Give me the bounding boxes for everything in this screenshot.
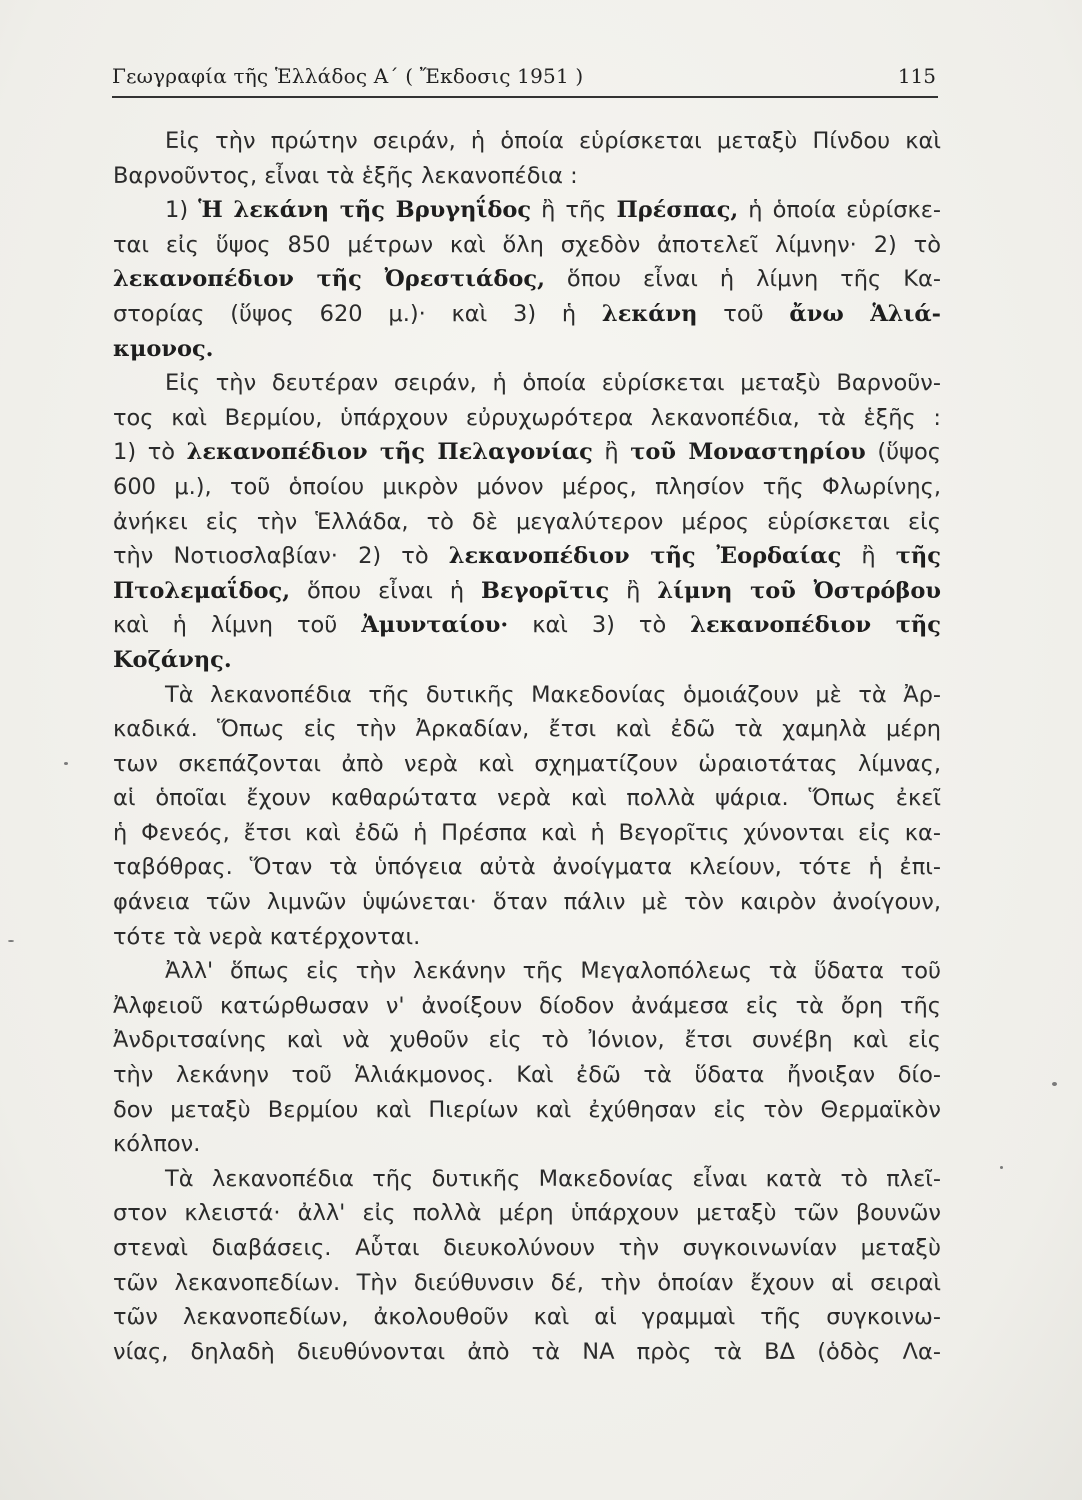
- text-run: καὶ ἡ λίμνη τοῦ: [113, 612, 362, 639]
- page-header: [112, 62, 938, 98]
- text-run: Ἀνδριτσαίνης καὶ νὰ χυθοῦν εἰς τὸ Ἰόνιον, ἔτσι συνέβη καὶ εἰς: [113, 1027, 941, 1054]
- body-text: [113, 124, 941, 1369]
- text-run: ὅπου εἶναι ἡ: [290, 577, 482, 604]
- bold-term: λίμνη τοῦ Ὀστρόβου: [657, 577, 941, 604]
- text-run: (ὕψος: [865, 439, 941, 466]
- text-run: αἱ ὁποῖαι ἔχουν καθαρώτατα νερὰ καὶ πολλὰ ψάρια. Ὅπως ἐκεῖ: [113, 785, 941, 812]
- bold-term: τοῦ Μοναστηρίου: [630, 439, 866, 466]
- text-run: ὅπου εἶναι ἡ λίμνη τῆς Κα-: [544, 266, 941, 293]
- text-run: φάνεια τῶν λιμνῶν ὑψώνεται· ὅταν πάλιν μὲ τὸν καιρὸν ἀνοίγουν,: [113, 889, 941, 916]
- bold-term: Πτολεμαΐδος,: [113, 577, 291, 604]
- text-line: [113, 124, 941, 159]
- text-run: ἢ: [609, 577, 658, 604]
- text-line: [113, 366, 941, 401]
- text-run: ἢ: [592, 439, 631, 466]
- text-run: καδικά. Ὅπως εἰς τὴν Ἀρκαδίαν, ἔτσι καὶ ἐδῶ τὰ χαμηλὰ μέρη: [113, 716, 941, 743]
- text-line: [113, 1023, 941, 1058]
- text-run: ἢ: [841, 543, 896, 570]
- text-run: 1): [165, 197, 199, 224]
- text-line: [113, 712, 941, 747]
- text-line: [113, 920, 941, 955]
- bold-term: Ἀμυνταίου·: [361, 612, 509, 639]
- text-line: [113, 574, 941, 609]
- text-line: [113, 989, 941, 1024]
- text-line: [113, 1266, 941, 1301]
- text-line: [113, 954, 941, 989]
- text-run: 600 μ.), τοῦ ὁποίου μικρὸν μόνον μέρος, πλησίον τῆς Φλωρίνης,: [113, 473, 941, 500]
- text-line: [113, 1058, 941, 1093]
- text-run: ται εἰς ὕψος 850 μέτρων καὶ ὅλη σχεδὸν ἀποτελεῖ λίμνην· 2) τὸ: [113, 231, 941, 258]
- bold-term: Ἡ λεκάνη τῆς Βρυγηΐδος: [198, 197, 532, 224]
- text-line: [113, 885, 941, 920]
- text-run: καὶ 3) τὸ: [508, 612, 691, 639]
- text-line: [113, 608, 941, 643]
- text-run: Βαρνοῦντος, εἶναι τὰ ἑξῆς λεκανοπέδια :: [113, 162, 578, 189]
- text-run: 1) τὸ: [113, 439, 187, 466]
- text-line: [113, 1093, 941, 1128]
- bold-term: λεκανοπέδιον τῆς Πελαγονίας: [186, 439, 593, 466]
- text-run: τότε τὰ νερὰ κατέρχονται.: [113, 923, 421, 950]
- text-run: στον κλειστά· ἀλλ' εἰς πολλὰ μέρη ὑπάρχουν μεταξὺ τῶν βουνῶν: [113, 1200, 941, 1227]
- text-line: [113, 228, 941, 263]
- text-run: τοῦ: [697, 300, 790, 327]
- text-run: στορίας (ὕψος 620 μ.)· καὶ 3) ἡ: [113, 300, 602, 327]
- text-line: [113, 747, 941, 782]
- text-line: [113, 435, 941, 470]
- text-run: ἡ ὁποία εὑρίσκε-: [738, 197, 941, 224]
- text-line: [113, 781, 941, 816]
- text-run: τὴν Νοτιοσλαβίαν· 2) τὸ: [113, 543, 449, 570]
- text-line: [113, 262, 941, 297]
- text-run: Εἰς τὴν πρώτην σειράν, ἡ ὁποία εὑρίσκεται μεταξὺ Πίνδου καὶ: [165, 128, 941, 154]
- scan-speck: [64, 762, 68, 765]
- bold-term: λεκανοπέδιον τῆς: [690, 612, 941, 639]
- text-run: τὴν λεκάνην τοῦ Ἁλιάκμονος. Καὶ ἐδῶ τὰ ὕδατα ἤνοιξαν δίο-: [113, 1062, 941, 1089]
- text-line: [113, 816, 941, 851]
- text-run: στεναὶ διαβάσεις. Αὗται διευκολύνουν τὴν συγκοινωνίαν μεταξὺ: [113, 1235, 941, 1261]
- running-head: Γεωγραφία τῆς Ἑλλάδος Α΄ ( Ἔκδοσις 1951 ): [112, 64, 584, 88]
- text-line: [113, 332, 941, 367]
- text-run: κόλπον.: [113, 1131, 201, 1158]
- text-line: [113, 297, 941, 332]
- text-line: [113, 505, 941, 540]
- text-run: ταβόθρας. Ὅταν τὰ ὑπόγεια αὐτὰ ἀνοίγματα κλείουν, τότε ἡ ἐπι-: [113, 854, 941, 881]
- text-run: των σκεπάζονται ἀπὸ νερὰ καὶ σχηματίζουν ὡραιοτάτας λίμνας,: [113, 750, 941, 777]
- bold-term: λεκανοπέδιον τῆς Ὀρεστιάδος,: [113, 266, 545, 293]
- text-line: [113, 1162, 941, 1197]
- text-run: Τὰ λεκανοπέδια τῆς δυτικῆς Μακεδονίας εἶναι κατὰ τὸ πλεῖ-: [165, 1165, 941, 1192]
- bold-term: τῆς: [895, 543, 941, 570]
- bold-term: Πρέσπας,: [616, 197, 739, 224]
- scan-speck: [1000, 1166, 1003, 1169]
- text-run: Εἰς τὴν δευτέραν σειράν, ἡ ὁποία εὑρίσκεται μεταξὺ Βαρνοῦν-: [165, 370, 941, 397]
- text-line: [113, 1231, 941, 1266]
- bold-term: λεκάνη: [601, 300, 698, 327]
- text-line: [113, 193, 941, 228]
- text-run: ἡ Φενεός, ἔτσι καὶ ἐδῶ ἡ Πρέσπα καὶ ἡ Βεγορῖτις χύνονται εἰς κα-: [113, 819, 941, 846]
- bold-term: λεκανοπέδιον τῆς Ἐορδαίας: [448, 543, 842, 570]
- text-line: [113, 401, 941, 436]
- bold-term: κμονος.: [113, 335, 214, 362]
- text-line: [113, 1300, 941, 1335]
- text-run: Ἀλλ' ὅπως εἰς τὴν λεκάνην τῆς Μεγαλοπόλεως τὰ ὕδατα τοῦ: [165, 958, 941, 985]
- text-line: [113, 1196, 941, 1231]
- text-run: δον μεταξὺ Βερμίου καὶ Πιερίων καὶ ἐχύθησαν εἰς τὸν Θερμαϊκὸν: [113, 1096, 941, 1123]
- text-run: νίας, δηλαδὴ διευθύνονται ἀπὸ τὰ ΝΑ πρὸς τὰ ΒΔ (ὁδὸς Λα-: [113, 1338, 941, 1365]
- text-line: [113, 470, 941, 505]
- text-line: [113, 1335, 941, 1370]
- text-run: Ἀλφειοῦ κατώρθωσαν ν' ἀνοίξουν δίοδον ἀνάμεσα εἰς τὰ ὄρη τῆς: [113, 992, 941, 1019]
- bold-term: Κοζάνης.: [113, 646, 232, 673]
- scan-speck: [8, 940, 14, 942]
- text-line: [113, 850, 941, 885]
- text-line: [113, 643, 941, 678]
- scan-speck: [1052, 1082, 1057, 1086]
- text-run: ἢ τῆς: [531, 197, 617, 224]
- text-line: [113, 1127, 941, 1162]
- text-run: τῶν λεκανοπεδίων. Τὴν διεύθυνσιν δέ, τὴν ὁποίαν ἔχουν αἱ σειραὶ: [113, 1269, 941, 1296]
- bold-term: Βεγορῖτις: [481, 577, 610, 604]
- text-line: [113, 678, 941, 713]
- bold-term: ἄνω Ἁλιά-: [789, 300, 941, 327]
- text-run: ἀνήκει εἰς τὴν Ἑλλάδα, τὸ δὲ μεγαλύτερον μέρος εὑρίσκεται εἰς: [113, 508, 941, 535]
- text-run: Τὰ λεκανοπέδια τῆς δυτικῆς Μακεδονίας ὁμοιάζουν μὲ τὰ Ἀρ-: [165, 681, 941, 708]
- page-number: 115: [897, 64, 936, 88]
- text-run: τῶν λεκανοπεδίων, ἀκολουθοῦν καὶ αἱ γραμμαὶ τῆς συγκοινω-: [113, 1304, 941, 1331]
- text-run: τος καὶ Βερμίου, ὑπάρχουν εὐρυχωρότερα λεκανοπέδια, τὰ ἑξῆς :: [113, 404, 941, 431]
- text-line: [113, 539, 941, 574]
- text-line: [113, 159, 941, 194]
